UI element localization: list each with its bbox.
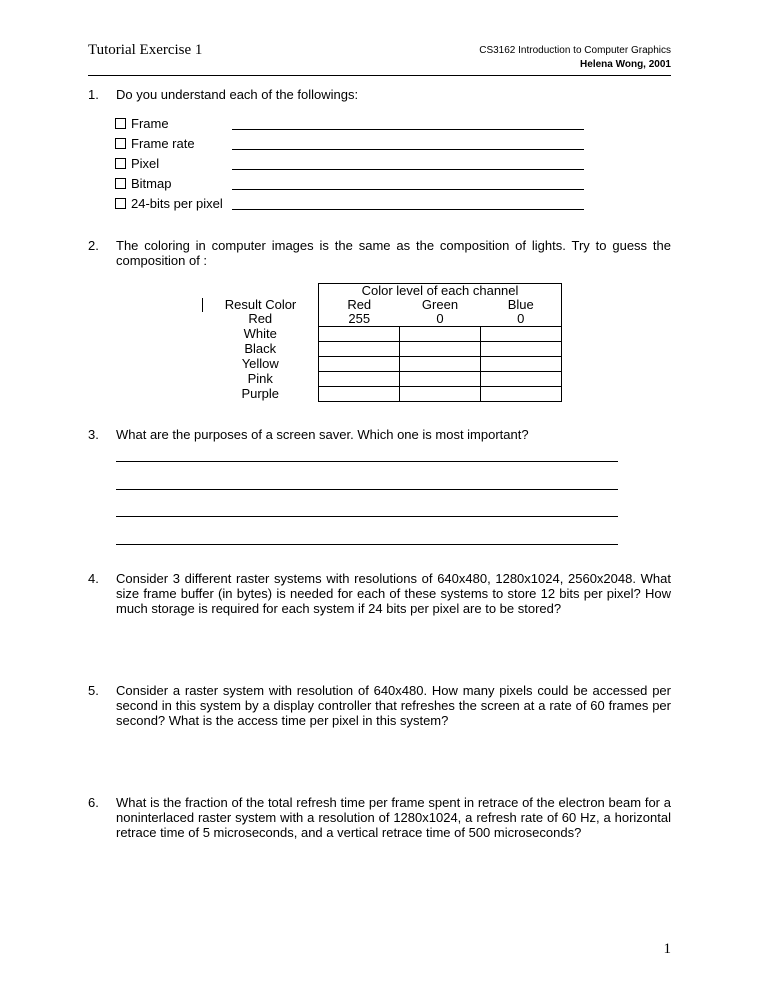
checkbox-icon[interactable] <box>115 178 126 189</box>
answer-line <box>116 516 618 517</box>
question-number: 1. <box>88 87 99 102</box>
term-label: Bitmap <box>131 176 172 191</box>
tutorial-title: Tutorial Exercise 1 <box>88 42 203 58</box>
channel-value[interactable] <box>319 357 400 372</box>
term-checklist <box>115 116 585 216</box>
question-5 <box>88 683 671 728</box>
channel-value[interactable] <box>481 327 562 342</box>
table-row <box>203 327 562 342</box>
channel-value[interactable]: 0 <box>400 312 481 327</box>
question-text: The coloring in computer images is the same as the composition of lights. Try to guess the composition of : <box>116 238 671 268</box>
header-info <box>479 44 671 72</box>
channel-value[interactable] <box>481 357 562 372</box>
question-3 <box>88 427 671 442</box>
color-name: Yellow <box>241 356 279 371</box>
answer-line <box>232 149 584 150</box>
channel-value[interactable] <box>319 327 400 342</box>
term-item[interactable] <box>115 116 585 136</box>
table-row <box>203 372 562 387</box>
question-text: Do you understand each of the followings: <box>116 87 359 102</box>
question-number: 5. <box>88 683 99 698</box>
term-label: 24-bits per pixel <box>131 196 223 211</box>
channel-header: Red <box>319 298 400 312</box>
channel-group-header: Color level of each channel <box>319 284 562 299</box>
channel-value[interactable] <box>400 342 481 357</box>
answer-line <box>232 189 584 190</box>
channel-value[interactable] <box>481 342 562 357</box>
question-text: What are the purposes of a screen saver. Which one is most important? <box>116 427 529 442</box>
question-text: What is the fraction of the total refresh time per frame spent in retrace of the electron beam for a noninterlaced raster system with a resolution of 1280x1024, a refresh rate of 60 Hz, a horizontal retrace time of 5 microseconds, and a vertical retrace time of 500 microseconds? <box>116 795 671 840</box>
checkbox-icon[interactable] <box>115 138 126 149</box>
question-4 <box>88 571 671 616</box>
channel-value[interactable] <box>400 372 481 387</box>
channel-value[interactable]: 255 <box>319 312 400 327</box>
question-number: 3. <box>88 427 99 442</box>
channel-value[interactable] <box>481 387 562 402</box>
course-name: CS3162 Introduction to Computer Graphics <box>479 45 671 56</box>
table-row <box>203 357 562 372</box>
question-text: Consider 3 different raster systems with resolutions of 640x480, 1280x1024, 2560x2048. What size frame buffer (in bytes) is needed for each of these systems to store 12 bits per pixel? How much storage is required for each system if 24 bits per pixel are to be stored? <box>116 571 671 616</box>
question-number: 4. <box>88 571 99 586</box>
term-label: Frame rate <box>131 136 195 151</box>
term-item[interactable] <box>115 196 585 216</box>
term-item[interactable] <box>115 176 585 196</box>
table-row <box>203 342 562 357</box>
color-name: Pink <box>247 371 273 386</box>
channel-value[interactable]: 0 <box>481 312 562 327</box>
channel-value[interactable] <box>319 387 400 402</box>
question-number: 2. <box>88 238 99 253</box>
answer-line <box>116 544 618 545</box>
color-name: Red <box>248 311 273 327</box>
answer-line <box>232 169 584 170</box>
author-line: Helena Wong, 2001 <box>580 59 671 70</box>
channel-value[interactable] <box>319 372 400 387</box>
color-table <box>202 283 562 402</box>
channel-value[interactable] <box>319 342 400 357</box>
answer-line <box>116 489 618 490</box>
checkbox-icon[interactable] <box>115 118 126 129</box>
channel-header: Blue <box>481 298 562 312</box>
answer-line <box>232 209 584 210</box>
question-6 <box>88 795 671 840</box>
checkbox-icon[interactable] <box>115 158 126 169</box>
table-row <box>203 312 562 327</box>
checkbox-icon[interactable] <box>115 198 126 209</box>
question-number: 6. <box>88 795 99 810</box>
channel-value[interactable] <box>400 327 481 342</box>
term-label: Frame <box>131 116 169 131</box>
table-row <box>203 387 562 402</box>
channel-value[interactable] <box>400 387 481 402</box>
color-name: Purple <box>241 386 280 401</box>
color-name: Black <box>244 341 277 356</box>
result-color-header: Result Color <box>203 298 319 312</box>
answer-line <box>232 129 584 130</box>
answer-line <box>116 461 618 462</box>
channel-value[interactable] <box>400 357 481 372</box>
term-item[interactable] <box>115 136 585 156</box>
question-1 <box>88 87 671 102</box>
term-label: Pixel <box>131 156 160 171</box>
channel-header: Green <box>421 297 459 312</box>
page-number: 1 <box>663 941 671 957</box>
term-item[interactable] <box>115 156 585 176</box>
color-name: White <box>243 326 277 341</box>
channel-value[interactable] <box>481 372 562 387</box>
header-divider <box>88 75 671 76</box>
question-2 <box>88 238 671 268</box>
question-text: Consider a raster system with resolution of 640x480. How many pixels could be accessed per second in this system by a display controller that refreshes the screen at a rate of 60 frames per second? What is the access time per pixel in this system? <box>116 683 671 728</box>
